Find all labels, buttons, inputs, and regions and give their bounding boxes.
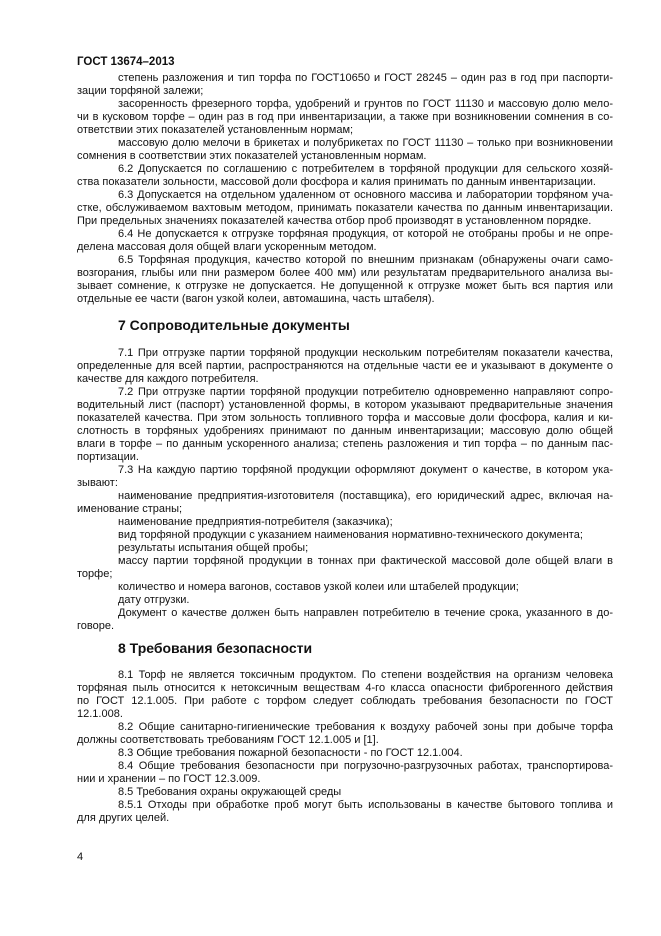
paragraph — [77, 669, 613, 721]
paragraph — [77, 254, 613, 306]
text-line: 6.3 Допускается на отдельном удаленном от основного массива и лаборатории торфяном уча- — [118, 189, 613, 201]
paragraph — [77, 72, 613, 98]
paragraph — [77, 516, 613, 529]
paragraph — [77, 594, 613, 607]
paragraph — [77, 786, 613, 799]
section-8-heading: 8 Требования безопасности — [118, 640, 313, 656]
text-line: 8.2 Общие санитарно-гигиенические требования к воздуху рабочей зоны при добыче торфа — [118, 721, 613, 733]
paragraph — [77, 189, 613, 228]
text-line: 6.5 Торфяная продукция, качество которой по внешним признакам (обнаружены очаги само- — [118, 254, 613, 266]
paragraph — [77, 490, 613, 516]
paragraph — [77, 760, 613, 786]
text-line: 12.1.008. — [77, 708, 123, 720]
text-line: количество и номера вагонов, составов узкой колеи или штабелей продукции; — [118, 581, 519, 593]
text-line: чи в кусковом торфе – один раз в год при инвентаризации, а также при возникновении сомнения в со- — [77, 111, 613, 123]
text-line: 8.5.1 Отходы при обработке проб могут быть использованы в качестве бытового топлива и — [118, 799, 613, 811]
text-line: влаги в торфе – по данным ускоренного анализа; степень разложения и тип торфа – по данным пас- — [77, 438, 613, 450]
paragraph — [77, 228, 613, 254]
paragraph — [77, 163, 613, 189]
text-line: массовую долю мелочи в брикетах и полубрикетах по ГОСТ 11130 – только при возникновении — [118, 137, 613, 149]
text-line: 6.4 Не допускается к отгрузке торфяная продукция, от которой не отобраны пробы и не опре- — [118, 228, 613, 240]
section-6-continued — [77, 72, 613, 306]
text-line: ства показатели зольности, массовой доли фосфора и калия принимать по данным инвентаризации. — [77, 176, 596, 188]
text-line: зации торфяной залежи; — [77, 85, 204, 97]
text-line: определенные для всей партии, распространяются на отдельные части ее и указывают в документе о — [77, 360, 613, 372]
paragraph — [77, 386, 613, 464]
paragraph — [77, 137, 613, 163]
text-line: именование страны; — [77, 503, 183, 515]
text-line: по ГОСТ 12.1.005. При работе с торфом следует соблюдать требования безопасности по ГОСТ — [77, 695, 613, 707]
paragraph — [77, 581, 613, 594]
paragraph — [77, 347, 613, 386]
text-line: говоре. — [77, 620, 115, 632]
text-line: массу партии торфяной продукции в тоннах при фактической массовой доле общей влаги в — [118, 555, 613, 567]
text-line: 8.3 Общие требования пожарной безопасности - по ГОСТ 12.1.004. — [118, 747, 463, 759]
text-line: нии и хранении – по ГОСТ 12.3.009. — [77, 773, 261, 785]
text-line: вид торфяной продукции с указанием наименования нормативно-технического документа; — [118, 529, 583, 541]
text-line: 7.1 При отгрузке партии торфяной продукции нескольким потребителям показатели качества, — [118, 347, 613, 359]
text-line: водительный лист (паспорт) установленной формы, в котором указывают предварительные значения — [77, 399, 613, 411]
text-line: зывают: — [77, 477, 118, 489]
text-line: отдельные ее части (вагон узкой колеи, автомашина, часть штабеля). — [77, 293, 435, 305]
text-line: стке, обслуживаемом вахтовым методом, принимать показатели качества по данным инвентаризации. — [77, 202, 613, 214]
text-line: степень разложения и тип торфа по ГОСТ10650 и ГОСТ 28245 – один раз в год при паспорти- — [118, 72, 613, 84]
text-line: качестве для каждого потребителя. — [77, 373, 259, 385]
text-line: засоренность фрезерного торфа, удобрений и грунтов по ГОСТ 11130 и массовую долю мело- — [118, 98, 613, 110]
text-line: наименование предприятия-потребителя (заказчика); — [118, 516, 393, 528]
text-line: зывает сомнение, к отгрузке не допускается. Не допущенной к отгрузке может быть вся партия или — [77, 280, 613, 292]
text-line: наименование предприятия-изготовителя (поставщика), его юридический адрес, включая на- — [118, 490, 613, 502]
section-7-body — [77, 347, 613, 633]
paragraph — [77, 607, 613, 633]
text-line: дату отгрузки. — [118, 594, 190, 606]
paragraph — [77, 555, 613, 581]
paragraph — [77, 542, 613, 555]
text-line: При предельных значениях показателей качества отбор проб производят в установленном порядке. — [77, 215, 592, 227]
document-header: ГОСТ 13674–2013 — [77, 56, 175, 68]
paragraph — [77, 464, 613, 490]
text-line: слотность в торфяных удобрениях принимают по данным инвентаризации; массовую долю общей — [77, 425, 613, 437]
text-line: портизации. — [77, 451, 139, 463]
text-line: 8.4 Общие требования безопасности при погрузочно-разгрузочных работах, транспортирова- — [118, 760, 613, 772]
paragraph — [77, 799, 613, 825]
text-line: 6.2 Допускается по соглашению с потребителем в торфяной продукции для сельского хозяй- — [118, 163, 613, 175]
text-line: возгорания, глыбы или пни размером более 400 мм) или результатам предварительного анализа вы- — [77, 267, 613, 279]
text-line: сомнения в соответствии этих показателей установленным нормам. — [77, 150, 427, 162]
paragraph — [77, 747, 613, 760]
text-line: для других целей. — [77, 812, 170, 824]
text-line: торфяная пыль относится к нетоксичным веществам 4-го класса опасности фиброгенного действия — [77, 682, 613, 694]
text-line: торфе; — [77, 568, 113, 580]
section-8-body — [77, 669, 613, 825]
text-line: 8.5 Требования охраны окружающей среды — [118, 786, 342, 798]
page-number: 4 — [77, 851, 84, 863]
text-line: показателей качества. При этом зольность топливного торфа и массовые доли фосфора, калия и ки- — [77, 412, 613, 424]
text-line: 7.3 На каждую партию торфяной продукции оформляют документ о качестве, в котором ука- — [118, 464, 613, 476]
paragraph — [77, 98, 613, 137]
text-line: Документ о качестве должен быть направлен потребителю в течение срока, указанного в до- — [118, 607, 613, 619]
text-line: делена массовая доля общей влаги ускоренным методом. — [77, 241, 377, 253]
paragraph — [77, 721, 613, 747]
text-line: 7.2 При отгрузке партии торфяной продукции потребителю одновременно направляют сопро- — [118, 386, 613, 398]
paragraph — [77, 529, 613, 542]
text-line: результаты испытания общей пробы; — [118, 542, 309, 554]
text-line: должны соответствовать требованиям ГОСТ 12.1.005 и [1]. — [77, 734, 379, 746]
section-7-heading: 7 Сопроводительные документы — [118, 317, 350, 333]
text-line: ответствии этих показателей установленным нормам; — [77, 124, 354, 136]
text-line: 8.1 Торф не является токсичным продуктом. По степени воздействия на организм человека — [118, 669, 613, 681]
